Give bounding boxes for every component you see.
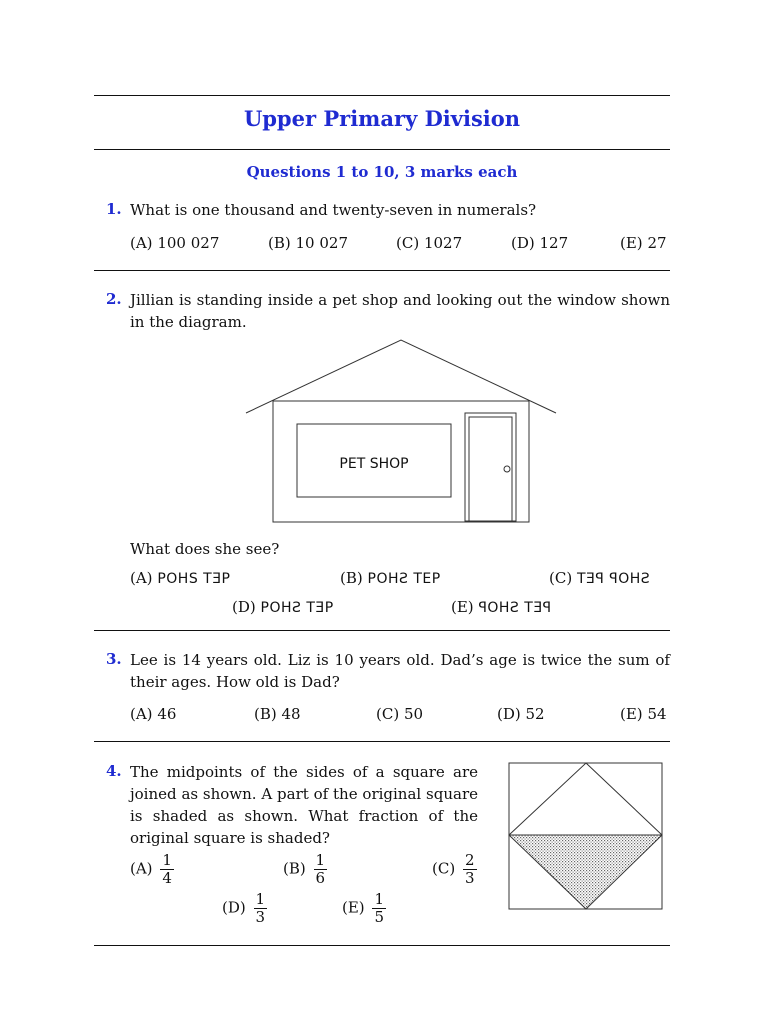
q3-text: Lee is 14 years old. Liz is 10 years old. Dad’s age is twice the sum of their ages. How old is Dad? bbox=[130, 651, 670, 691]
q4-option-e-fraction: $\frac{1}{5}$ bbox=[374, 890, 384, 926]
q1-option-a: (A) 100 027 bbox=[130, 234, 220, 252]
q1-option-c: (C) 1027 bbox=[396, 234, 463, 252]
q1-option-e: (E) 27 bbox=[620, 234, 667, 252]
page-title: Upper Primary Division bbox=[243, 106, 521, 131]
shop-door bbox=[465, 413, 516, 521]
door-knob bbox=[504, 466, 510, 472]
q3-number: 3. bbox=[106, 650, 122, 668]
q2-number: 2. bbox=[106, 290, 122, 308]
q4-option-b-fraction: $\frac{1}{6}$ bbox=[315, 851, 326, 887]
pet-shop-diagram bbox=[240, 336, 560, 526]
q3-option-e: (E) 54 bbox=[620, 705, 667, 723]
q4-option-b: (B) $\frac{1}{6}$ bbox=[283, 851, 326, 887]
q4-option-d: (D) $\frac{1}{3}$ bbox=[222, 890, 266, 926]
title-rule bbox=[94, 149, 670, 150]
q2-rule bbox=[94, 630, 670, 631]
shop-sign-text: PET SHOP bbox=[339, 456, 409, 472]
shaded-region bbox=[509, 835, 662, 909]
q2-option-a: (A) POHS TƎP bbox=[130, 569, 231, 587]
q1-option-b: (B) 10 027 bbox=[268, 234, 349, 252]
q3-option-a: (A) 46 bbox=[130, 705, 177, 723]
q4-option-e: (E) $\frac{1}{5}$ bbox=[342, 890, 384, 926]
q3-option-c: (C) 50 bbox=[376, 705, 424, 723]
section-subtitle: Questions 1 to 10, 3 marks each bbox=[246, 163, 518, 181]
q3-option-b: (B) 48 bbox=[254, 705, 301, 723]
q2-prompt: What does she see? bbox=[130, 540, 280, 558]
q4-option-a: (A) $\frac{1}{4}$ bbox=[130, 851, 172, 887]
shop-door-inner bbox=[469, 417, 512, 521]
q2-text: Jillian is standing inside a pet shop and looking out the window shown in the diagram. bbox=[130, 291, 670, 331]
q1-option-d: (D) 127 bbox=[511, 234, 569, 252]
q3-option-d: (D) 52 bbox=[497, 705, 545, 723]
q2-option-c: (C) TƎꟼ ꟼOHƧ bbox=[549, 569, 651, 587]
q2-option-d: (D) POHƧ TƎP bbox=[232, 598, 334, 616]
square-diagram bbox=[508, 762, 668, 914]
q1-text: What is one thousand and twenty-seven in numerals? bbox=[130, 201, 537, 219]
q4-rule bbox=[94, 945, 670, 946]
q4-text: The midpoints of the sides of a square are joined as shown. A part of the original square is shaded as shown. What fraction of the original square is shaded? bbox=[130, 763, 478, 847]
roof-line bbox=[246, 340, 556, 413]
q4-number: 4. bbox=[106, 762, 122, 780]
q2-option-b: (B) POHƧ TEP bbox=[340, 569, 441, 587]
q4-option-c-fraction: $\frac{2}{3}$ bbox=[464, 851, 475, 887]
q1-rule bbox=[94, 270, 670, 271]
q3-rule bbox=[94, 741, 670, 742]
q4-option-d-fraction: $\frac{1}{3}$ bbox=[255, 890, 266, 926]
q4-option-a-fraction: $\frac{1}{4}$ bbox=[162, 851, 172, 887]
q4-option-c: (C) $\frac{2}{3}$ bbox=[432, 851, 475, 887]
q1-number: 1. bbox=[106, 200, 122, 218]
top-rule bbox=[94, 95, 670, 96]
q2-option-e: (E) ꟼOHƧ TƎꟼ bbox=[451, 598, 552, 616]
